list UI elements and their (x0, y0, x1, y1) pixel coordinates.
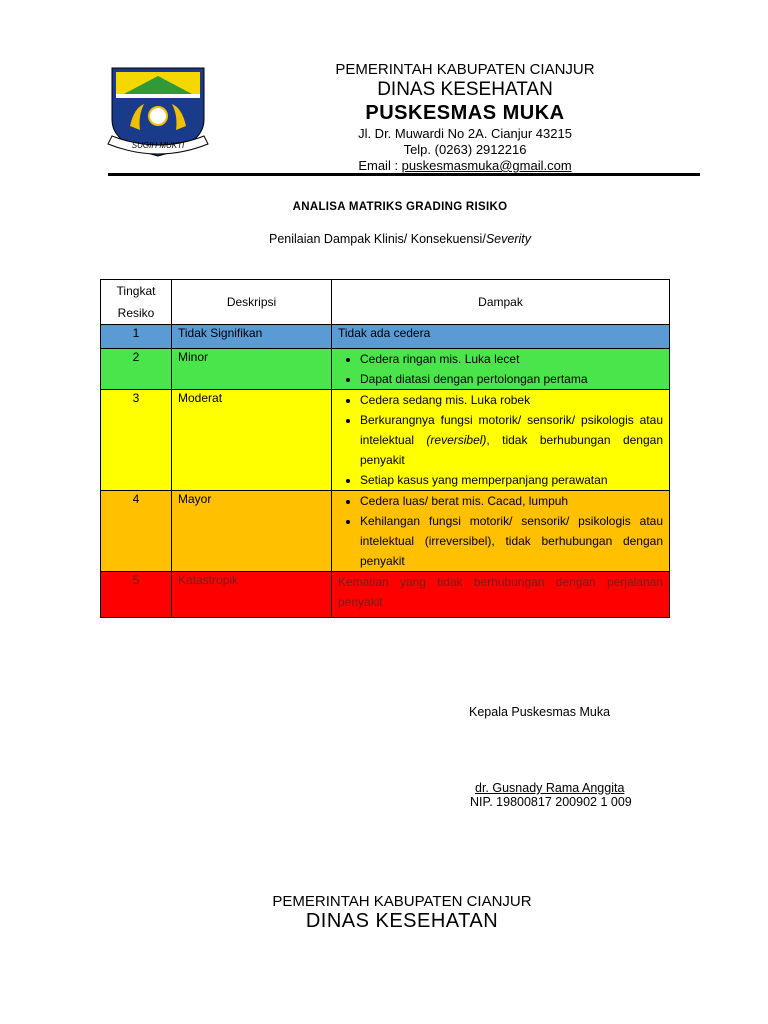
risk-level-cell: 5 (101, 572, 172, 618)
impact-cell (332, 390, 670, 491)
document-subtitle (0, 232, 768, 246)
letterhead-phone: Telp. (0263) 2912216 (403, 142, 527, 157)
description-cell: Minor (172, 349, 332, 390)
table-row (101, 390, 670, 491)
risk-grading-table (100, 279, 670, 618)
email-label: Email : (358, 158, 402, 173)
description-cell: Mayor (172, 491, 332, 572)
impact-item-tail: , tidak berhubungan dengan penyakit (360, 433, 663, 467)
header-risk-level (101, 280, 172, 325)
impact-list (338, 491, 663, 571)
header-impact: Dampak (332, 280, 670, 325)
subtitle-italic: Severity (485, 232, 531, 246)
signatory-title: Kepala Puskesmas Muka (469, 705, 611, 719)
header-description: Deskripsi (172, 280, 332, 325)
next-page-government: PEMERINTAH KABUPATEN CIANJUR (272, 893, 532, 910)
risk-level-cell: 2 (101, 349, 172, 390)
logo-motto-text: SUGIH MUKTI (131, 141, 185, 150)
risk-level-cell: 1 (101, 325, 172, 349)
impact-cell: Tidak ada cedera (332, 325, 670, 349)
description-cell: Katastropik (172, 572, 332, 618)
subtitle-text: Penilaian Dampak Klinis/ Konsekuensi/ (269, 232, 486, 246)
letterhead-government: PEMERINTAH KABUPATEN CIANJUR (335, 61, 595, 78)
document-title: ANALISA MATRIKS GRADING RISIKO (292, 201, 508, 213)
letterhead-address: Jl. Dr. Muwardi No 2A. Cianjur 43215 (358, 126, 572, 141)
letterhead-email-line (290, 158, 640, 174)
description-cell: Tidak Signifikan (172, 325, 332, 349)
risk-level-cell: 3 (101, 390, 172, 491)
table-row (101, 349, 670, 390)
impact-cell: Kematian yang tidak berhubungan dengan perjalanan penyakit (332, 572, 670, 618)
impact-list (338, 390, 663, 490)
letterhead-institution: PUSKESMAS MUKA (365, 102, 565, 124)
impact-item: • Cedera ringan mis. Luka lecet (360, 349, 663, 369)
description-cell: Moderat (172, 390, 332, 491)
email-link[interactable]: puskesmasmuka@gmail.com (401, 158, 572, 173)
letterhead-divider (108, 173, 700, 176)
table-row (101, 325, 670, 349)
impact-item: • Dapat diatasi dengan pertolongan pertama (360, 369, 663, 389)
cianjur-emblem-logo (104, 64, 212, 160)
next-page-department: DINAS KESEHATAN (305, 910, 499, 932)
impact-cell (332, 349, 670, 390)
letterhead (290, 60, 640, 174)
header-level-line1: Tingkat (116, 284, 156, 298)
letterhead-department: DINAS KESEHATAN (377, 79, 553, 100)
impact-item (360, 410, 663, 470)
impact-item: • Kehilangan fungsi motorik/ sensorik/ psikologis atau intelektual (irreversibel), tidak berhubungan dengan penyakit (360, 511, 663, 571)
impact-item: • Cedera luas/ berat mis. Cacad, lumpuh (360, 491, 663, 511)
table-header-row (101, 280, 670, 325)
signatory-name: dr. Gusnady Rama Anggita (475, 781, 625, 795)
signatory-nip: NIP. 19800817 200902 1 009 (470, 795, 632, 809)
table-row (101, 572, 670, 618)
impact-item: • Setiap kasus yang memperpanjang perawatan (360, 470, 663, 490)
impact-item-text: Berkurangnya fungsi motorik/ sensorik/ psikologis atau intelektual (360, 413, 663, 447)
risk-level-cell: 4 (101, 491, 172, 572)
impact-item: • Cedera sedang mis. Luka robek (360, 390, 663, 410)
header-level-line2: Resiko (117, 306, 155, 320)
table-row (101, 491, 670, 572)
impact-cell (332, 491, 670, 572)
impact-item-italic: (reversibel) (426, 433, 487, 447)
impact-list (338, 349, 663, 389)
